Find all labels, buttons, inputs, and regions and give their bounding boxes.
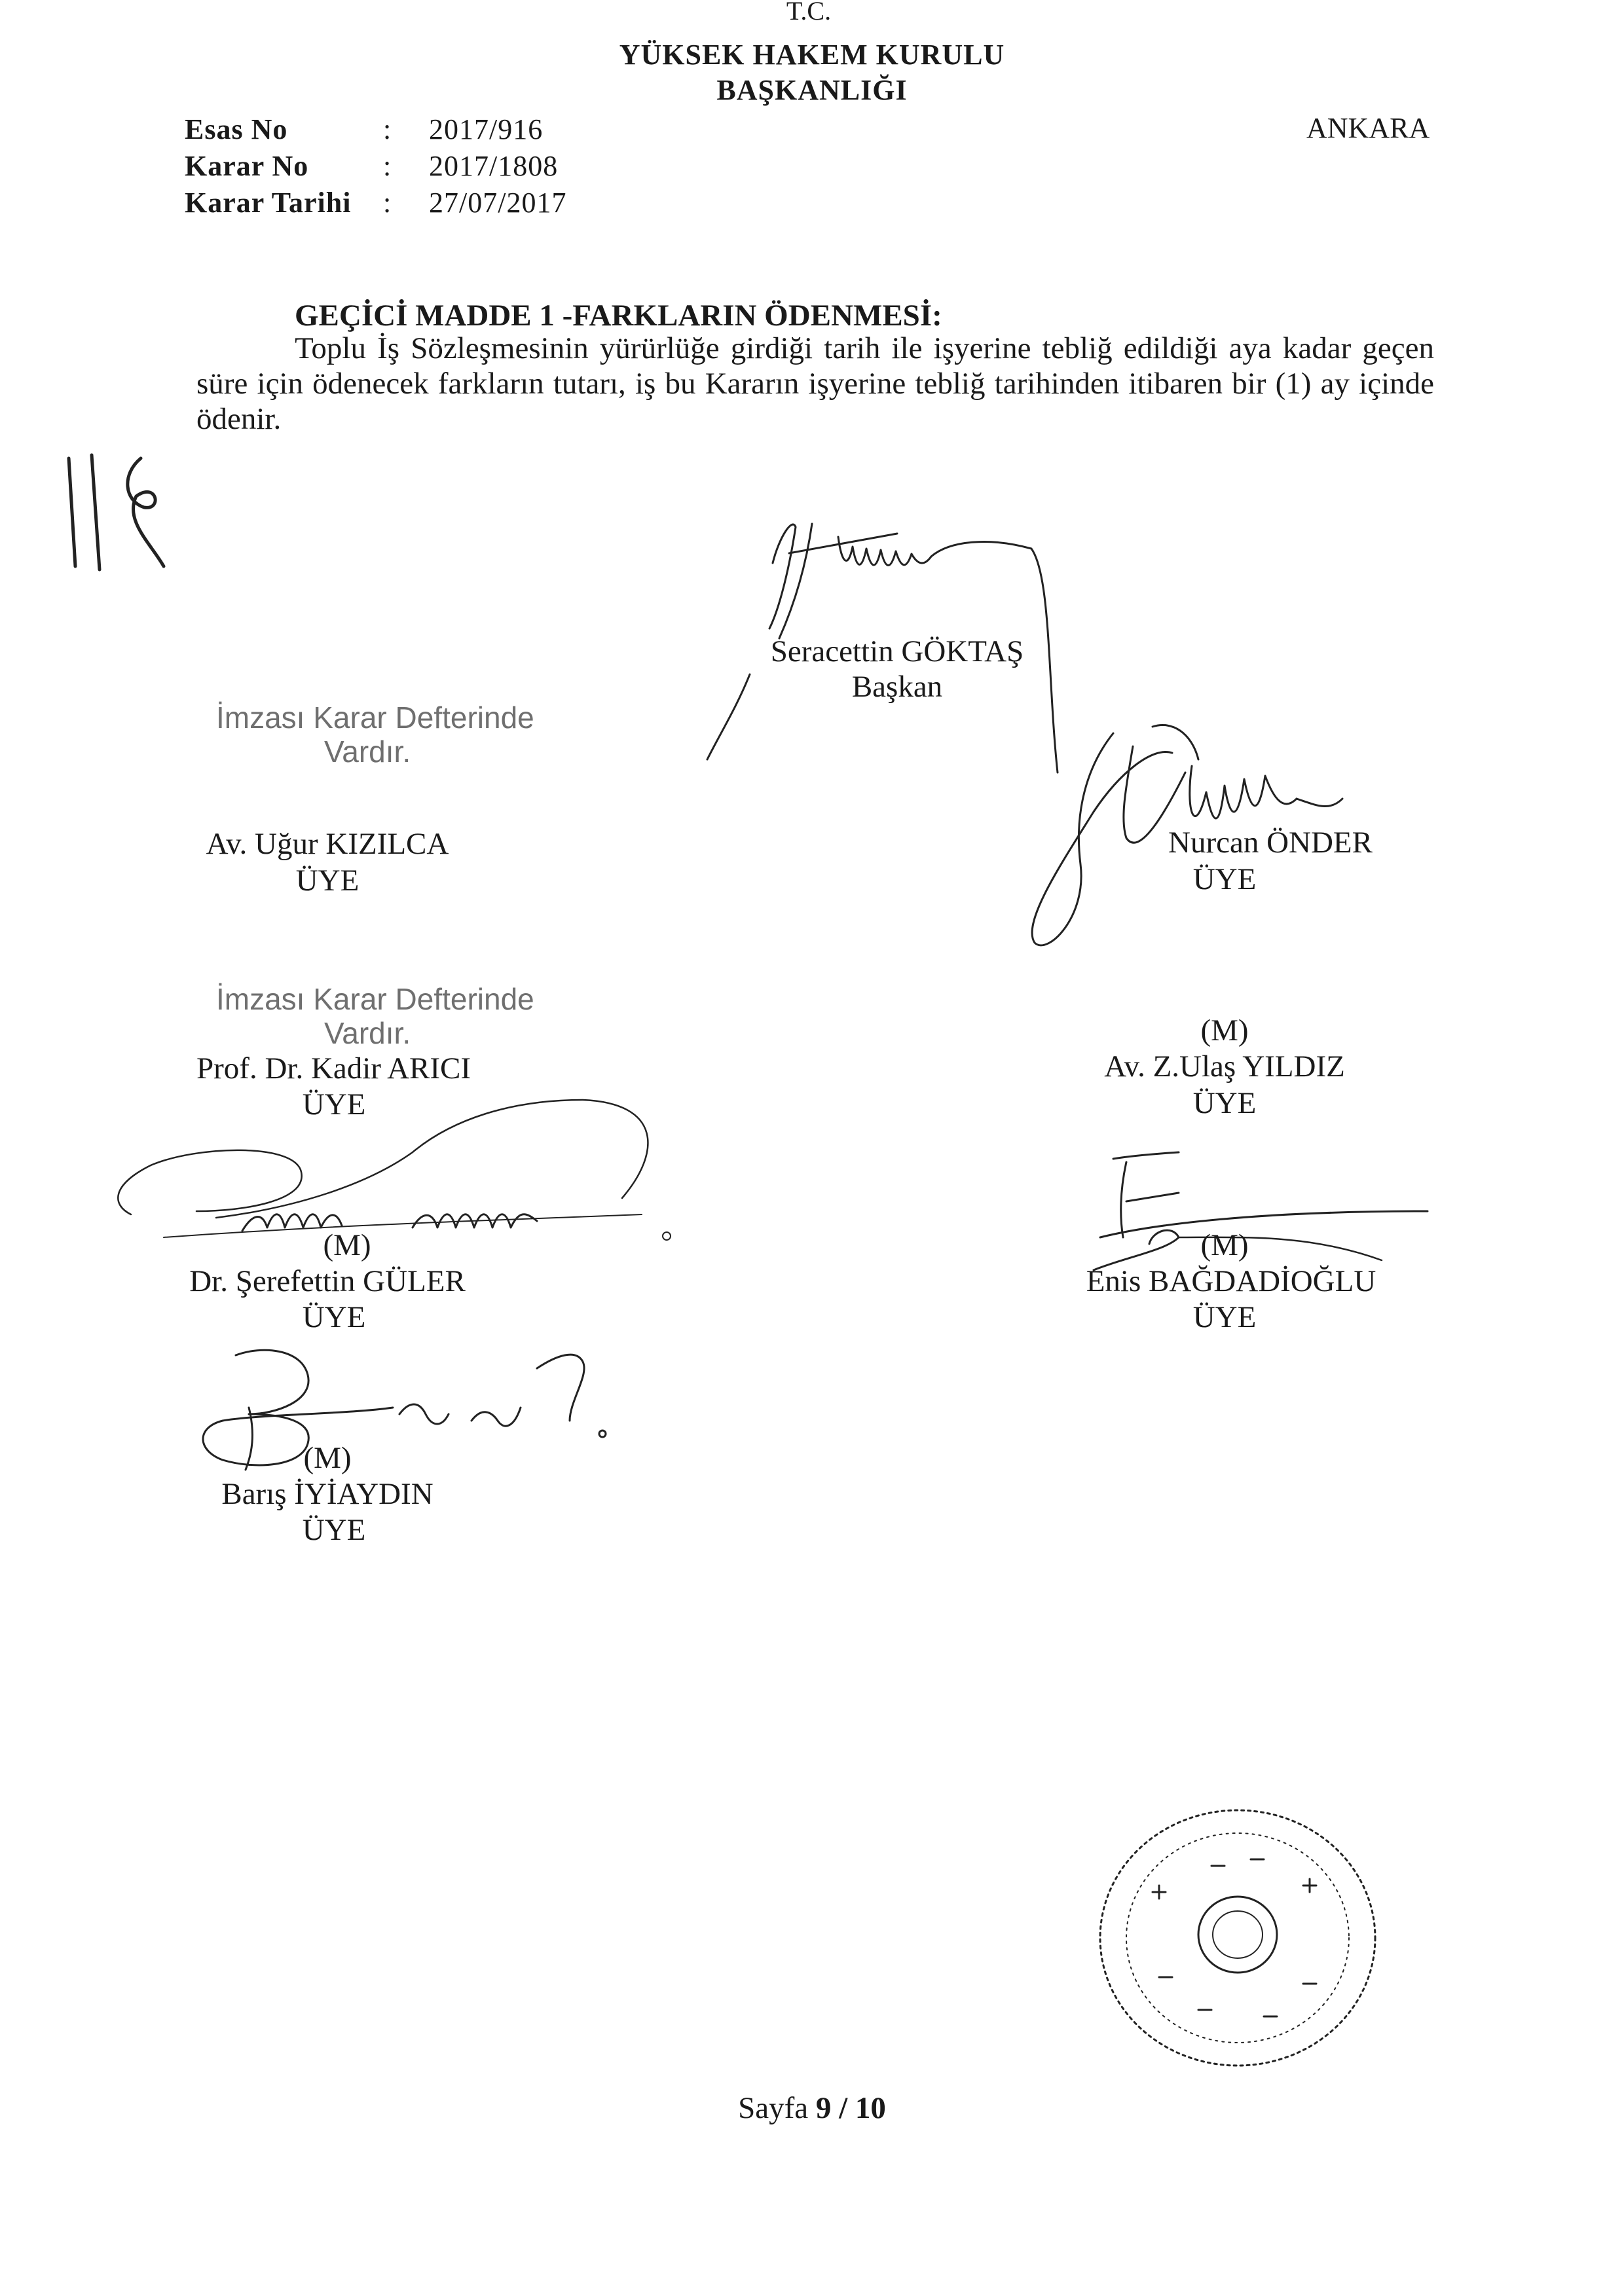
esas-label: Esas No xyxy=(185,113,288,145)
stamp-line-1: İmzası Karar Defterinde xyxy=(216,701,534,735)
tarih-value: 27/07/2017 xyxy=(429,187,567,219)
karar-label: Karar No xyxy=(185,150,309,182)
article-heading: GEÇİCİ MADDE 1 -FARKLARIN ÖDENMESİ: xyxy=(295,299,942,333)
official-seal-stamp xyxy=(1080,1794,1395,2082)
signatory-guler-name: Dr. Şerefettin GÜLER xyxy=(189,1264,466,1298)
signatory-onder-name: Nurcan ÖNDER xyxy=(1168,826,1373,860)
city-label: ANKARA xyxy=(1306,112,1430,144)
signatory-iyiaydin-role: ÜYE xyxy=(302,1513,366,1547)
signatory-onder-role: ÜYE xyxy=(1192,862,1257,896)
signatory-yildiz-role: ÜYE xyxy=(1192,1086,1257,1120)
signatory-arici-role: ÜYE xyxy=(302,1087,366,1121)
esas-value: 2017/916 xyxy=(429,113,544,145)
signatory-goktas-name: Seracettin GÖKTAŞ xyxy=(770,634,1024,668)
article-body xyxy=(196,331,1434,437)
stamp-line-2: Vardır. xyxy=(324,1016,411,1050)
institution-subtitle: BAŞKANLIĞI xyxy=(716,74,908,106)
signatory-bagdadioglu-name: Enis BAĞDADİOĞLU xyxy=(1086,1264,1376,1298)
karar-colon: : xyxy=(383,150,392,182)
signatory-guler-role: ÜYE xyxy=(302,1300,366,1334)
stamp-line-1: İmzası Karar Defterinde xyxy=(216,982,534,1016)
tarih-colon: : xyxy=(383,187,392,219)
signatory-guler-mark: (M) xyxy=(323,1228,371,1262)
signatory-bagdadioglu-mark: (M) xyxy=(1200,1228,1249,1262)
signature-book-stamp-2 xyxy=(216,982,534,1050)
signature-book-stamp-1 xyxy=(216,701,534,769)
page-number-value: 9 / 10 xyxy=(815,2091,886,2125)
tarih-label: Karar Tarihi xyxy=(185,187,352,219)
margin-note-handwriting xyxy=(59,445,190,576)
page-number-prefix: Sayfa xyxy=(738,2091,816,2125)
signatory-kizilca-role: ÜYE xyxy=(295,864,360,898)
karar-value: 2017/1808 xyxy=(429,150,559,182)
signatory-kizilca-name: Av. Uğur KIZILCA xyxy=(206,827,449,861)
signatory-yildiz-name: Av. Z.Ulaş YILDIZ xyxy=(1104,1049,1345,1084)
stamp-line-2: Vardır. xyxy=(324,735,411,769)
signatory-yildiz-mark: (M) xyxy=(1200,1013,1249,1048)
signatory-iyiaydin-mark: (M) xyxy=(303,1441,352,1475)
article-paragraph: Toplu İş Sözleşmesinin yürürlüğe girdiği tarih ile işyerine tebliğ edildiği aya kadar geçen süre için ödenecek farkların tutarı, iş bu Kararın işyerine tebliğ tarihinden itibaren bir (1) ay içinde ödenir. xyxy=(196,331,1434,436)
signatory-bagdadioglu-role: ÜYE xyxy=(1192,1300,1257,1334)
signatory-goktas-role: Başkan xyxy=(851,670,943,704)
republic-label: T.C. xyxy=(786,0,832,26)
esas-colon: : xyxy=(383,113,392,145)
institution-title: YÜKSEK HAKEM KURULU xyxy=(619,39,1005,71)
page-number xyxy=(0,2090,1624,2126)
signatory-iyiaydin-name: Barış İYİAYDIN xyxy=(221,1477,434,1511)
signatory-arici-name: Prof. Dr. Kadir ARICI xyxy=(196,1051,471,1085)
